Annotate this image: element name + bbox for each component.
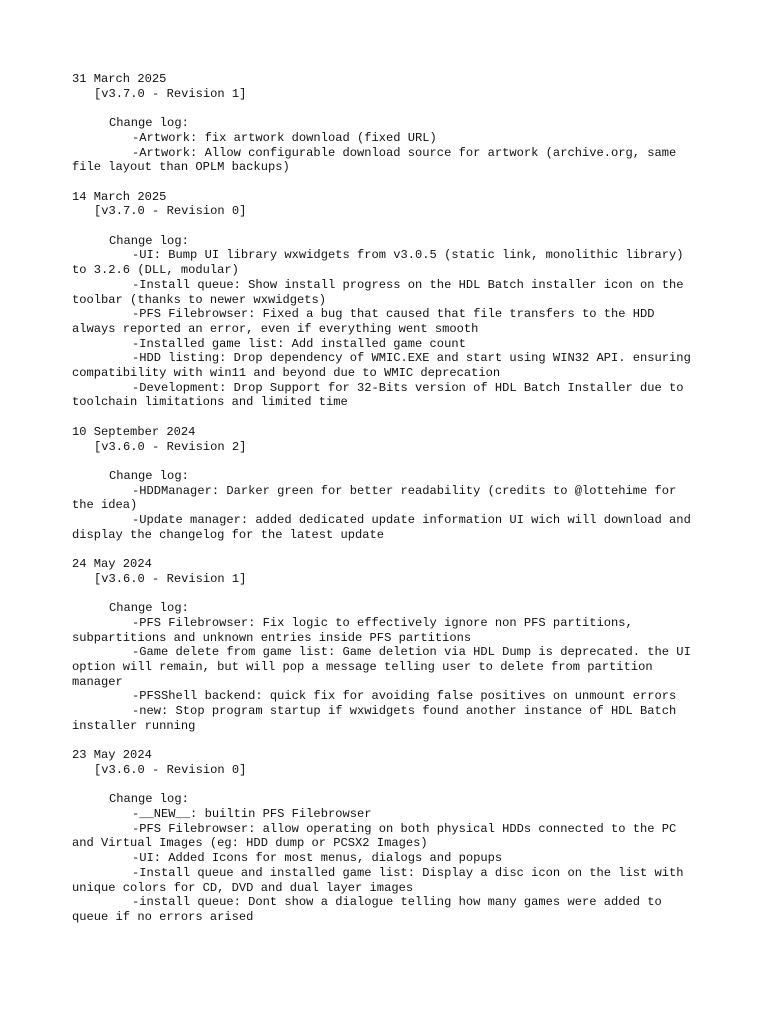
changelog-entry — [72, 748, 700, 924]
entry-date: 14 March 2025 — [72, 189, 167, 204]
entry-date: 31 March 2025 — [72, 72, 167, 86]
changelog-item: -HDD listing: Drop dependency of WMIC.EXE and start using WIN32 API. ensuring compatibility with win11 and beyond due to WMIC deprecation — [72, 351, 699, 381]
changelog-item: -PFS Filebrowser: allow operating on both physical HDDs connected to the PC and Virtual Images (eg: HDD dump or PCSX2 Images) — [72, 821, 684, 851]
changelog-item: -Development: Drop Support for 32-Bits version of HDL Batch Installer due to toolchain limitations and limited time — [72, 380, 691, 410]
changelog-entry — [72, 72, 700, 175]
changelog-label: Change log: — [109, 116, 189, 131]
entry-revision: [v3.6.0 - Revision 2] — [94, 439, 247, 454]
changelog-item: -Installed game list: Add installed game count — [132, 336, 466, 351]
changelog-item: -Artwork: Allow configurable download source for artwork (archive.org, same file layout than OPLM backups) — [72, 145, 684, 175]
entry-date: 23 May 2024 — [72, 748, 152, 763]
changelog-item: -Install queue: Show install progress on the HDL Batch installer icon on the toolbar (thanks to newer wxwidgets) — [72, 277, 691, 307]
changelog-item: -UI: Bump UI library wxwidgets from v3.0.5 (static link, monolithic library) to 3.2.6 (DLL, modular) — [72, 248, 691, 278]
changelog-item: -UI: Added Icons for most menus, dialogs and popups — [132, 851, 503, 866]
changelog-item: -Game delete from game list: Game deletion via HDL Dump is deprecated. the UI option will remain, but will pop a message telling user to delete from partition manager — [72, 645, 699, 689]
changelog-label: Change log: — [109, 233, 189, 248]
changelog-entry — [72, 425, 700, 543]
changelog-item: -Update manager: added dedicated update information UI wich will download and display the changelog for the latest update — [72, 513, 699, 542]
changelog-item: -PFS Filebrowser: Fixed a bug that caused that file transfers to the HDD always reported an error, even if everything went smooth — [72, 307, 662, 336]
changelog-document — [72, 72, 700, 939]
changelog-item: -__NEW__: builtin PFS Filebrowser — [132, 807, 372, 822]
changelog-item: -Artwork: fix artwork download (fixed URL) — [132, 130, 437, 145]
changelog-item: -install queue: Dont show a dialogue telling how many games were added to queue if no errors arised — [72, 895, 670, 924]
changelog-label: Change log: — [109, 792, 189, 807]
entry-revision: [v3.7.0 - Revision 1] — [94, 86, 247, 101]
changelog-item: -HDDManager: Darker green for better readability (credits to @lottehime for the idea) — [72, 483, 684, 513]
changelog-item: -new: Stop program startup if wxwidgets found another instance of HDL Batch installer running — [72, 704, 684, 733]
changelog-item: -Install queue and installed game list: Display a disc icon on the list with unique colors for CD, DVD and dual layer images — [72, 865, 691, 895]
changelog-label: Change log: — [109, 601, 189, 616]
entry-revision: [v3.6.0 - Revision 1] — [94, 571, 247, 586]
changelog-label: Change log: — [109, 468, 189, 483]
changelog-entry — [72, 557, 700, 733]
entry-revision: [v3.7.0 - Revision 0] — [94, 204, 247, 219]
changelog-item: -PFSShell backend: quick fix for avoiding false positives on unmount errors — [132, 689, 677, 704]
changelog-item: -PFS Filebrowser: Fix logic to effectively ignore non PFS partitions, subpartitions and unknown entries inside PFS partitions — [72, 615, 641, 645]
entry-date: 24 May 2024 — [72, 557, 152, 572]
changelog-entry — [72, 190, 700, 411]
entry-revision: [v3.6.0 - Revision 0] — [94, 762, 247, 777]
entry-date: 10 September 2024 — [72, 424, 196, 439]
